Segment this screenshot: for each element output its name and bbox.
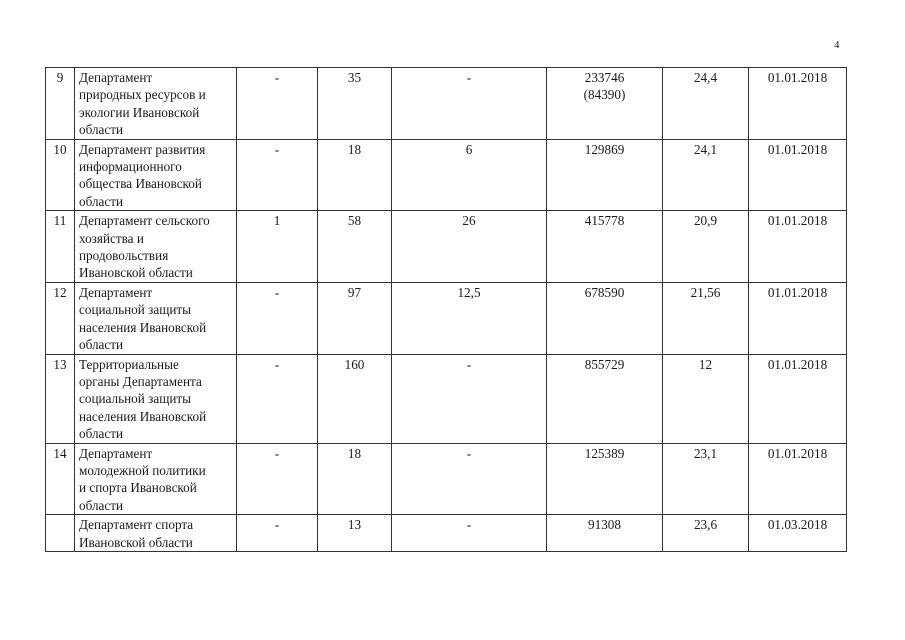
col1-cell: - [237, 68, 318, 140]
date-cell: 01.01.2018 [749, 443, 847, 515]
col4-value: 678590 [584, 284, 625, 300]
col4-value: 415778 [584, 213, 625, 229]
col2-cell: 13 [318, 515, 392, 552]
col4-value: 129869 [584, 141, 625, 157]
date-cell: 01.01.2018 [749, 211, 847, 283]
table-row [46, 211, 847, 283]
col2-cell: 97 [318, 282, 392, 354]
row-number-cell [46, 515, 75, 552]
col3-cell: - [392, 354, 547, 443]
row-number-cell: 14 [46, 443, 75, 515]
table-row [46, 443, 847, 515]
department-name-cell [75, 443, 237, 515]
table-row [46, 354, 847, 443]
col1-cell: - [237, 139, 318, 211]
date-cell: 01.03.2018 [749, 515, 847, 552]
col1-cell: 1 [237, 211, 318, 283]
col2-cell: 58 [318, 211, 392, 283]
department-name-line: Ивановской области [79, 534, 193, 550]
col4-cell [547, 282, 663, 354]
col2-cell: 18 [318, 443, 392, 515]
row-number-cell: 13 [46, 354, 75, 443]
col3-cell: 12,5 [392, 282, 547, 354]
department-name-line: населения Ивановской [79, 319, 207, 335]
date-cell: 01.01.2018 [749, 354, 847, 443]
col3-cell: 26 [392, 211, 547, 283]
col1-cell: - [237, 515, 318, 552]
department-name-line: молодежной политики [79, 462, 206, 478]
department-name-line: Департамент спорта [79, 517, 194, 533]
department-name-line: и спорта Ивановской [79, 480, 197, 496]
col5-cell: 23,6 [663, 515, 749, 552]
department-name-line: информационного [79, 159, 182, 175]
row-number-cell: 11 [46, 211, 75, 283]
row-number-cell: 9 [46, 68, 75, 140]
department-name-line: природных ресурсов и [79, 87, 206, 103]
date-cell: 01.01.2018 [749, 68, 847, 140]
department-name-line: Ивановской области [79, 265, 193, 281]
department-name-line: Департамент развития [79, 141, 206, 157]
col4-value: 91308 [588, 517, 621, 533]
col2-cell: 18 [318, 139, 392, 211]
col5-cell: 20,9 [663, 211, 749, 283]
col4-value: 125389 [584, 445, 625, 461]
col2-cell: 160 [318, 354, 392, 443]
col4-cell [547, 211, 663, 283]
col4-cell [547, 354, 663, 443]
row-number-cell: 10 [46, 139, 75, 211]
department-name-line: Территориальные [79, 356, 179, 372]
department-name-cell [75, 282, 237, 354]
col4-value: 233746 [584, 70, 625, 85]
department-name-line: продовольствия [79, 248, 169, 264]
col1-cell: - [237, 443, 318, 515]
department-name-cell [75, 68, 237, 140]
table-body [46, 68, 847, 552]
date-cell: 01.01.2018 [749, 139, 847, 211]
row-number-cell: 12 [46, 282, 75, 354]
department-name-line: Департамент [79, 70, 153, 85]
table-row [46, 139, 847, 211]
col1-cell: - [237, 354, 318, 443]
department-name-line: экологии Ивановской [79, 104, 200, 120]
department-name-line: Департамент [79, 445, 153, 461]
col3-cell: 6 [392, 139, 547, 211]
col2-cell: 35 [318, 68, 392, 140]
col5-cell: 24,1 [663, 139, 749, 211]
department-name-line: области [79, 337, 124, 353]
department-name-line: хозяйства и [79, 230, 144, 246]
col5-cell: 24,4 [663, 68, 749, 140]
department-name-line: населения Ивановской [79, 408, 207, 424]
department-name-cell [75, 139, 237, 211]
col5-cell: 21,56 [663, 282, 749, 354]
department-name-line: Департамент [79, 284, 153, 300]
department-name-cell [75, 354, 237, 443]
department-name-cell [75, 211, 237, 283]
col3-cell: - [392, 515, 547, 552]
department-name-cell [75, 515, 237, 552]
col4-cell [547, 443, 663, 515]
page-number: 4 [834, 39, 840, 51]
department-name-line: социальной защиты [79, 302, 192, 318]
col4-cell [547, 68, 663, 140]
department-name-line: области [79, 193, 124, 209]
col4-subvalue: (84390) [583, 87, 626, 103]
col5-cell: 12 [663, 354, 749, 443]
department-name-line: области [79, 122, 124, 138]
department-name-line: области [79, 426, 124, 442]
department-name-line: Департамент сельского [79, 213, 210, 229]
table-row [46, 282, 847, 354]
col3-cell: - [392, 68, 547, 140]
col1-cell: - [237, 282, 318, 354]
table-row [46, 515, 847, 552]
department-name-line: социальной защиты [79, 391, 192, 407]
table-row [46, 68, 847, 140]
department-name-line: органы Департамента [79, 373, 202, 389]
date-cell: 01.01.2018 [749, 282, 847, 354]
col5-cell: 23,1 [663, 443, 749, 515]
col4-cell [547, 515, 663, 552]
department-name-line: области [79, 497, 124, 513]
col4-cell [547, 139, 663, 211]
department-name-line: общества Ивановской [79, 176, 202, 192]
departments-table [45, 67, 847, 552]
col3-cell: - [392, 443, 547, 515]
col4-value: 855729 [584, 356, 625, 372]
